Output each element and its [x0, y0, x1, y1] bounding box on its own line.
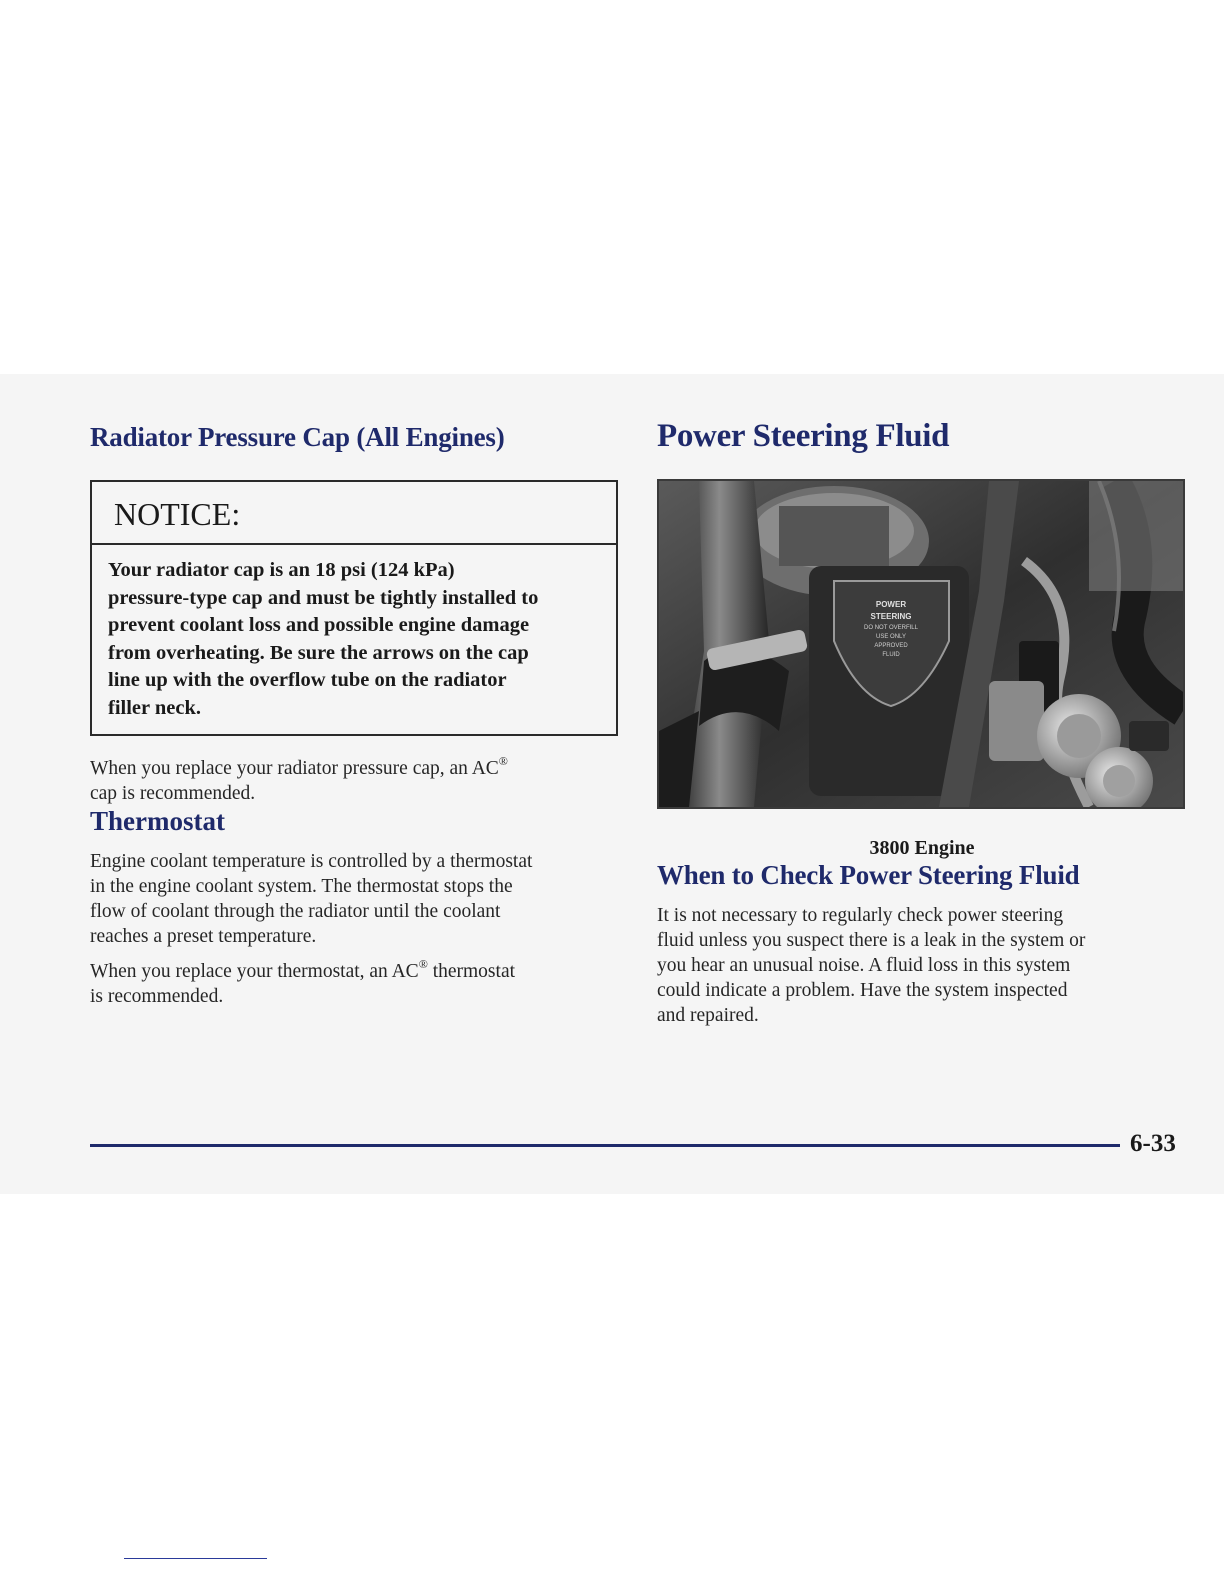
thermostat-paragraph-1 — [90, 849, 622, 949]
power-steering-heading: Power Steering Fluid — [657, 418, 950, 454]
replace-cap-text: When you replace your radiator pressure cap, an AC — [90, 758, 499, 779]
notice-line: filler neck. — [108, 696, 201, 719]
body-line: is recommended. — [90, 986, 224, 1007]
notice-line: from overheating. Be sure the arrows on the cap — [108, 641, 529, 664]
when-to-check-heading: When to Check Power Steering Fluid — [657, 860, 1080, 890]
notice-title: NOTICE: — [92, 482, 616, 545]
radiator-cap-heading: Radiator Pressure Cap (All Engines) — [90, 422, 505, 452]
thermostat-paragraph-2 — [90, 959, 622, 1009]
footer-rule — [90, 1144, 1120, 1147]
registered-mark: ® — [418, 957, 428, 971]
body-line: in the engine coolant system. The thermostat stops the — [90, 876, 513, 897]
photo-caption: 3800 Engine — [869, 837, 975, 859]
photo-label-line: FLUID — [882, 652, 900, 658]
body-line: When you replace your thermostat, an AC — [90, 961, 419, 982]
body-line: reaches a preset temperature. — [90, 926, 317, 947]
page-number: 6-33 — [1130, 1130, 1176, 1157]
thermostat-heading: Thermostat — [90, 806, 225, 836]
bottom-link-underline — [124, 1558, 267, 1559]
photo-label-line: APPROVED — [874, 643, 908, 649]
when-to-check-paragraph — [657, 903, 1187, 1028]
notice-line: Your radiator cap is an 18 psi (124 kPa) — [108, 559, 455, 581]
body-line: flow of coolant through the radiator until the coolant — [90, 901, 501, 922]
body-line: Engine coolant temperature is controlled by a thermostat — [90, 851, 533, 872]
body-line: thermostat — [427, 961, 516, 982]
engine-photo-illustration — [659, 481, 1183, 807]
photo-label-line: STEERING — [870, 612, 912, 621]
notice-line: pressure-type cap and must be tightly installed to — [108, 586, 539, 609]
photo-label-line: POWER — [875, 600, 907, 609]
engine-photo — [657, 479, 1185, 809]
notice-line: line up with the overflow tube on the radiator — [108, 669, 507, 691]
body-line: and repaired. — [657, 1005, 759, 1026]
body-line: you hear an unusual noise. A fluid loss in this system — [657, 955, 1071, 976]
notice-body — [92, 545, 616, 734]
left-column — [90, 422, 622, 1009]
photo-label-line: DO NOT OVERFILL — [864, 625, 918, 631]
photo-label-line: USE ONLY — [876, 634, 906, 640]
right-column — [657, 418, 1187, 1028]
notice-line: prevent coolant loss and possible engine damage — [108, 614, 530, 636]
body-line: It is not necessary to regularly check power steering — [657, 905, 1064, 926]
registered-mark: ® — [498, 754, 508, 768]
replace-cap-paragraph — [90, 756, 622, 806]
replace-cap-text-2: cap is recommended. — [90, 783, 256, 804]
body-line: could indicate a problem. Have the system inspected — [657, 980, 1068, 1001]
body-line: fluid unless you suspect there is a leak in the system or — [657, 930, 1086, 951]
notice-box — [90, 480, 618, 736]
